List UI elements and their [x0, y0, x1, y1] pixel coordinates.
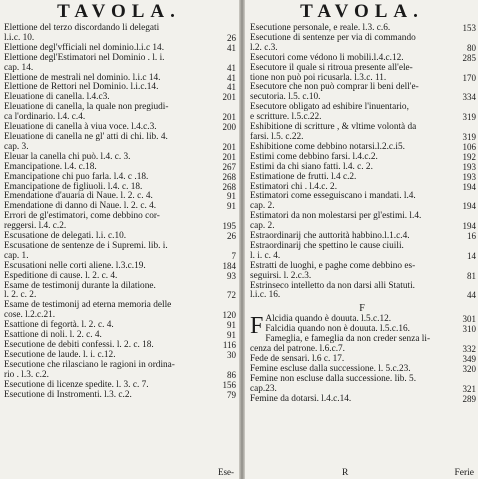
entry-continuation: cap. 14. — [4, 62, 34, 73]
index-entry — [0, 103, 238, 123]
page-number: 120 — [222, 310, 236, 321]
entry-text: Esecutione che rilasciano le ragioni in ordina- — [4, 359, 175, 370]
entry-text: Estraordinarij che auttorità habbino.l.1.c.4. — [250, 231, 410, 242]
entry-continuation: reggersi. l.4. c.2. — [4, 221, 67, 232]
entry-text: Esecutore che non può comprar li beni dell'e- — [250, 82, 419, 93]
index-entry — [246, 375, 478, 395]
catchword: Ese- — [218, 467, 234, 477]
entry-text: Esecutione di licenze spedite. l. 3. c. 7. — [4, 379, 149, 390]
entry-continuation: tione non può poi ricusarla. l.3.c. 11. — [250, 72, 387, 83]
index-entry — [0, 173, 238, 183]
entry-text: Esame de testimonij durante la dilatione. — [4, 280, 156, 291]
page-number: 320 — [462, 363, 476, 374]
page-number: 268 — [222, 181, 236, 192]
entry-text: Errori de gl'estimatori, come debbino cor- — [4, 211, 160, 222]
entry-text: Estimatione de frutti. l.4 c.2. — [250, 171, 357, 182]
entry-text: Elettione del terzo discordando li delegati — [4, 23, 160, 33]
page-number: 301 — [462, 314, 476, 325]
entry-continuation: ca l'ordinario. l.4. c.4. — [4, 112, 86, 123]
index-entry — [246, 103, 478, 123]
left-page — [0, 0, 238, 479]
index-entry — [0, 54, 238, 74]
index-entry — [0, 282, 238, 302]
page-number: 44 — [467, 290, 476, 301]
page-number: 310 — [462, 324, 476, 335]
page-number: 30 — [227, 349, 236, 360]
index-entry — [0, 242, 238, 262]
entry-text: Eleuatione di canella ne gl' atti di chi. lib. 4. — [4, 131, 168, 142]
page-number: 41 — [227, 82, 236, 93]
index-entry — [246, 83, 478, 103]
page-number: 194 — [462, 181, 476, 192]
entry-text: Emendatione d'auaria di Naue. l. 2. c. 4. — [4, 191, 153, 202]
entry-text: Falcidia quando non è douuta. l.5.c.16. — [265, 324, 410, 335]
index-entries-f — [246, 315, 478, 404]
entry-text: Elettione de mestrali nel dominio. l.i.c 14. — [4, 72, 161, 83]
page-number: 26 — [227, 32, 236, 43]
page-number: 91 — [227, 191, 236, 202]
entry-text: Esecutione di Instromenti. l.3. c.2. — [4, 389, 132, 400]
page-number: 349 — [462, 354, 476, 364]
index-entry — [246, 395, 478, 405]
entry-text: Estraordinarij che spettino le cause ciuili. — [250, 240, 404, 251]
page-number: 116 — [222, 340, 236, 350]
entry-continuation: cap. 2. — [250, 201, 275, 212]
index-entry — [246, 262, 478, 282]
entry-continuation: l.i.c. 16. — [250, 290, 281, 301]
entry-continuation: cose. l.2.c.21. — [4, 310, 56, 321]
index-entry — [246, 212, 478, 232]
entry-text: Eleuar la canella chi può. l.4. c. 3. — [4, 151, 131, 162]
page-number: 192 — [462, 151, 476, 162]
index-entry — [246, 64, 478, 84]
page-number: 194 — [462, 221, 476, 232]
page-number: 319 — [462, 131, 476, 142]
page-number: 289 — [462, 393, 476, 404]
entry-continuation: cap. 3. — [4, 141, 29, 152]
page-number: 334 — [462, 92, 476, 103]
entry-text: Esattione di fegortà. l. 2. c. 4. — [4, 320, 114, 331]
page-number: 91 — [227, 320, 236, 331]
page-number: 91 — [227, 330, 236, 341]
entry-text: Escusationi nelle corti aliene. l.3.c.19. — [4, 260, 146, 271]
entry-text: Fede de sensari. l.6 c. 17. — [250, 354, 345, 364]
page-header: TAVOLA. — [300, 1, 424, 22]
entry-text: Alcidia quando è douuta. l.5.c.12. — [265, 314, 392, 325]
page-number: 16 — [467, 231, 476, 242]
entry-continuation: seguirsi. l. 2.c.3. — [250, 270, 312, 281]
page-number: 81 — [467, 270, 476, 281]
index-entry — [0, 391, 238, 401]
page-number: 7 — [231, 250, 236, 261]
entry-text: Elettione degl'vfficiali nel dominio.l.i.c 14. — [4, 42, 165, 53]
index-entry — [0, 133, 238, 153]
page-number: 194 — [462, 201, 476, 212]
entry-continuation: l. i. c. 4. — [250, 250, 281, 261]
entry-text: Femine non escluse dalla successione. lib. 5. — [250, 373, 417, 384]
entry-text: Escusatione de sentenze de i Supremi. lib. i. — [4, 240, 168, 251]
entry-text: Esame de testimonij ad eterna memoria delle — [4, 300, 172, 311]
entry-text: Esecutore il quale si ritroua presente all'ele- — [250, 62, 413, 73]
entry-text: Femine escluse dalla successione. l. 5.c.23. — [250, 363, 411, 374]
entry-text: Estimatori chi . l.4.c. 2. — [250, 181, 338, 192]
entry-continuation: cap.23. — [250, 383, 277, 394]
page-number: 184 — [222, 260, 236, 271]
entry-text: Esecutione de laude. l. i. c.12. — [4, 349, 116, 360]
page-number: 193 — [462, 161, 476, 172]
page-number: 156 — [222, 379, 236, 390]
page-number: 200 — [222, 122, 236, 133]
page-number: 267 — [222, 161, 236, 172]
page-number: 201 — [222, 151, 236, 162]
entry-text: Esecutori come védono li mobili.l.4.c.12. — [250, 52, 404, 63]
right-page — [246, 0, 478, 479]
entry-text: Femine da dotarsi. l.4.c.14. — [250, 393, 352, 404]
index-entry — [246, 335, 478, 355]
index-entry — [246, 242, 478, 262]
drop-cap: F — [250, 313, 264, 340]
entry-continuation: l. 2. c. 2. — [4, 290, 37, 301]
page-number: 321 — [462, 383, 476, 394]
entry-text: Estrinseco intelletto da non darsi alli Statuti. — [250, 280, 415, 291]
index-entry — [246, 123, 478, 143]
page-number: 93 — [227, 270, 236, 281]
page-number: 332 — [462, 344, 476, 355]
entry-text: Eleuatione di canella. l.4.c3. — [4, 92, 110, 103]
index-entry — [0, 24, 238, 44]
index-entries — [246, 24, 478, 301]
page-number: 268 — [222, 171, 236, 182]
entry-text: Eleuatione di canella, la quale non pregiudi- — [4, 102, 169, 113]
entry-text: Escusatione de delegati. l.i. c.10. — [4, 231, 127, 242]
index-entry — [246, 173, 478, 183]
section-letter: F — [359, 303, 365, 315]
entry-continuation: cap. 2. — [250, 221, 275, 232]
entry-continuation: l.i.c. 10. — [4, 32, 35, 43]
entry-text: Esecutore obligato ad eshibire l'inuentario, — [250, 102, 409, 113]
entry-text: Emancipatione. l.4. c.18. — [4, 161, 97, 172]
entry-text: Estratti de luoghi, e paghe come debbino es- — [250, 260, 416, 271]
page-number: 153 — [462, 23, 476, 33]
index-entry — [246, 192, 478, 212]
page-number: 72 — [227, 290, 236, 301]
entry-continuation: e scritture. l.5.c.22. — [250, 112, 322, 123]
entry-text: Elettione de Rettori nel Dominio. l.i.c.14. — [4, 82, 159, 93]
entry-text: Estimatori come esseguiscano i mandati. l.4. — [250, 191, 416, 202]
entry-text: Eleuatione di canella à viua voce. l.4.c.3. — [4, 122, 157, 133]
entry-continuation: l.2. c.3. — [250, 42, 278, 53]
entry-text: Esecutione de debiti confessi. l. 2. c. 18. — [4, 340, 154, 350]
index-entries — [0, 24, 238, 400]
entry-text: Eshibitione come debbino notarsi.l.2.c.i5. — [250, 141, 405, 152]
entry-continuation: cenza del patrone. l.6.c.7. — [250, 344, 345, 355]
entry-continuation: cap. 1. — [4, 250, 29, 261]
page-number: 79 — [227, 389, 236, 400]
page-number: 201 — [222, 112, 236, 123]
book-gutter — [239, 0, 245, 479]
page-number: 285 — [462, 52, 476, 63]
page-number: 41 — [227, 42, 236, 53]
catchword: Ferie — [454, 468, 474, 478]
entry-text: Fameglia, e fameglia da non creder senza li- — [265, 334, 431, 345]
entry-continuation: rio . l.3. c.2. — [4, 369, 49, 380]
index-entry — [246, 34, 478, 54]
entry-text: Espeditione di cause. l. 2. c. 4. — [4, 270, 118, 281]
entry-continuation: farsi. l.5. c.22. — [250, 131, 304, 142]
page-number: 201 — [222, 92, 236, 103]
page-number: 170 — [462, 72, 476, 83]
page-number: 195 — [222, 221, 236, 232]
page-number: 106 — [462, 141, 476, 152]
entry-text: Eshibitione di scritture , & vltime volontà da — [250, 122, 417, 133]
page-number: 26 — [227, 231, 236, 242]
page-number: 80 — [467, 42, 476, 53]
entry-text: Esattione di noli. l. 2. c. 4. — [4, 330, 102, 341]
entry-continuation: secutoria. l.5. c.10. — [250, 92, 321, 103]
entry-text: Estimi da chi siano fatti. l.4. c. 2. — [250, 161, 373, 172]
signature-mark: R — [342, 468, 349, 478]
page-number: 41 — [227, 72, 236, 83]
entry-text: Estimatori da non molestarsi per gl'estimi. l.4. — [250, 211, 422, 222]
entry-text: Estimi come debbino farsi. l.4.c.2. — [250, 151, 378, 162]
entry-text: Emendatione di danno di Naue. l. 2. c. 4. — [4, 201, 157, 212]
page-number: 14 — [467, 250, 476, 261]
page-number: 201 — [222, 141, 236, 152]
index-entry — [0, 301, 238, 321]
entry-text: Elettione degl'Estimatori nel Dominio . l. i. — [4, 52, 165, 63]
page-number: 319 — [462, 112, 476, 123]
entry-text: Esecutione di sentenze per via di commando — [250, 32, 416, 43]
page-number: 41 — [227, 62, 236, 73]
index-entry — [0, 361, 238, 381]
page-header: TAVOLA. — [57, 1, 181, 22]
index-entry — [0, 212, 238, 232]
entry-text: Emancipatione chi puo farla. l.4. c .18. — [4, 171, 149, 182]
entry-text: Esecutione personale, e reale. l.3. c.6. — [250, 23, 391, 33]
page-number: 193 — [462, 171, 476, 182]
entry-text: Emancipatione de figliuoli. l.4. c. 18. — [4, 181, 143, 192]
page-number: 91 — [227, 201, 236, 212]
page-number: 86 — [227, 369, 236, 380]
index-entry — [246, 282, 478, 302]
